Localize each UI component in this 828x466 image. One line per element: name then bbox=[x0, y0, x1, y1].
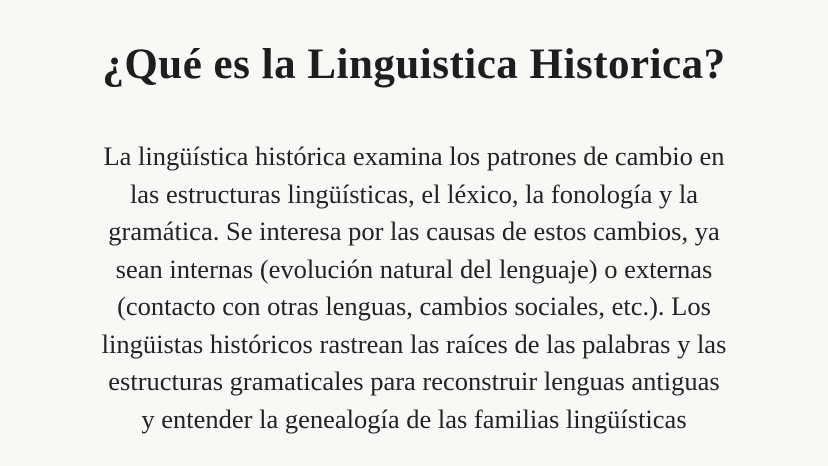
paragraph-line: sean internas (evolución natural del lenguaje) o externas bbox=[115, 253, 713, 284]
paragraph-line: las estructuras lingüísticas, el léxico, la fonología y la bbox=[129, 178, 699, 209]
paragraph-line: (contacto con otras lenguas, cambios sociales, etc.). Los bbox=[117, 291, 711, 321]
page-title: ¿Qué es la Linguistica Historica? bbox=[102, 41, 726, 88]
paragraph-line: estructuras gramaticales para reconstruir lenguas antiguas bbox=[108, 366, 720, 396]
body-paragraph bbox=[0, 138, 828, 438]
paragraph-line: La lingüística histórica examina los patrones de cambio en bbox=[103, 141, 725, 171]
paragraph-line: lingüistas históricos rastrean las raíces de las palabras y las bbox=[101, 328, 727, 359]
paragraph-line: y entender la genealogía de las familias lingüísticas bbox=[141, 403, 687, 434]
paragraph-line: gramática. Se interesa por las causas de estos cambios, ya bbox=[108, 216, 720, 246]
